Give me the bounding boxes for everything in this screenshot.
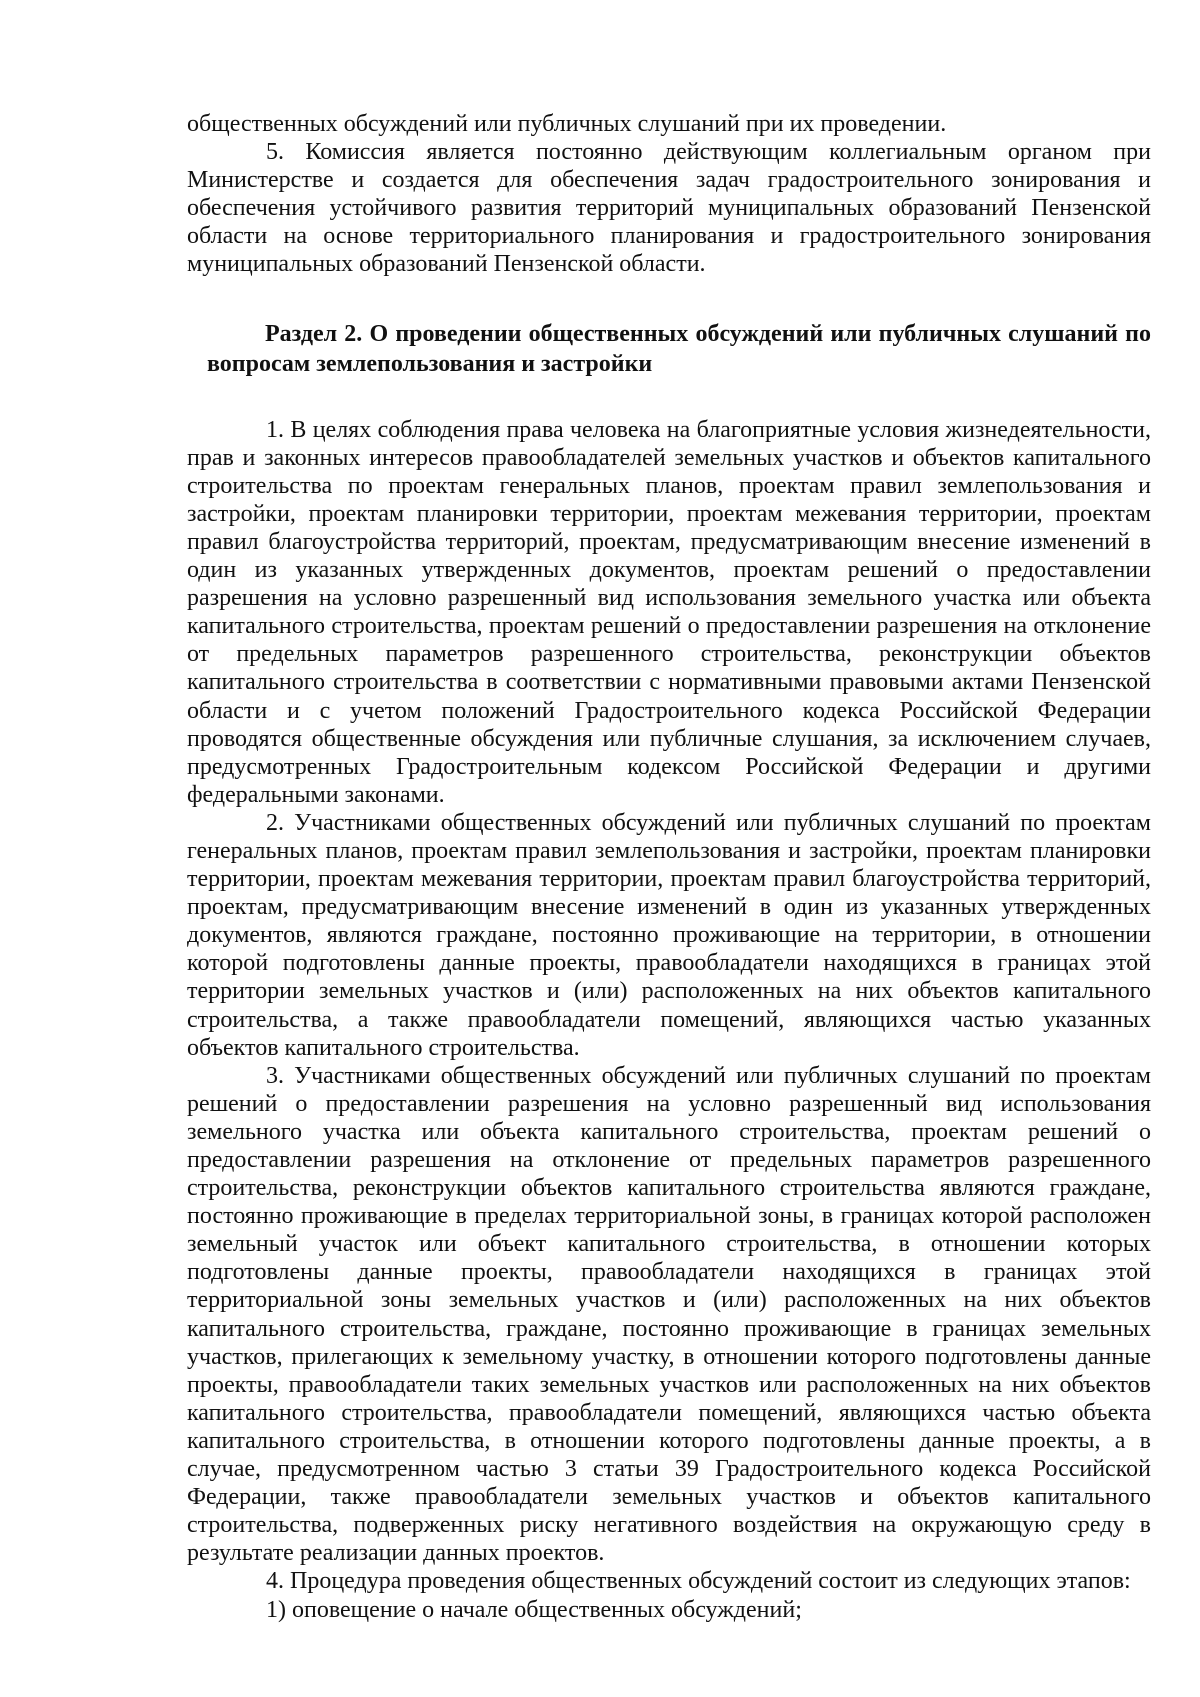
- clause-2-paragraph: 2. Участниками общественных обсуждений или публичных слушаний по проектам генеральных планов, проектам правил землепользования и застройки, проектам планировки территории, проектам межевания территории, проектам правил благоустройства территорий, проектам, предусматривающим внесение изменений в один из указанных утвержденных документов, являются граждане, постоянно проживающие на территории, в отношении которой подготовлены данные проекты, правообладатели находящихся в границах этой территории земельных участков и (или) расположенных на них объектов капитального строительства, а также правообладатели помещений, являющихся частью указанных объектов капитального строительства.: [187, 809, 1151, 1061]
- document-content: [187, 110, 1151, 1624]
- clause-3-paragraph: 3. Участниками общественных обсуждений или публичных слушаний по проектам решений о предоставлении разрешения на условно разрешенный вид использования земельного участка или объекта капитального строительства, проектам решений о предоставлении разрешения на отклонение от предельных параметров разрешенного строительства, реконструкции объектов капитального строительства являются граждане, постоянно проживающие в пределах территориальной зоны, в границах которой расположен земельный участок или объект капитального строительства, в отношении которых подготовлены данные проекты, правообладатели находящихся в границах этой территориальной зоны земельных участков и (или) расположенных на них объектов капитального строительства, граждане, постоянно проживающие в границах земельных участков, прилегающих к земельному участку, в отношении которого подготовлены данные проекты, правообладатели таких земельных участков или расположенных на них объектов капитального строительства, правообладатели помещений, являющихся частью объекта капитального строительства, в отношении которого подготовлены данные проекты, а в случае, предусмотренном частью 3 статьи 39 Градостроительного кодекса Российской Федерации, также правообладатели земельных участков и объектов капитального строительства, подверженных риску негативного воздействия на окружающую среду в результате реализации данных проектов.: [187, 1062, 1151, 1567]
- stage-1-paragraph: 1) оповещение о начале общественных обсуждений;: [266, 1596, 802, 1623]
- intro-continuation-paragraph: общественных обсуждений или публичных слушаний при их проведении.: [187, 111, 947, 137]
- section-2-heading: Раздел 2. О проведении общественных обсуждений или публичных слушаний по вопросам землепользования и застройки: [207, 320, 1151, 377]
- clause-4-paragraph: 4. Процедура проведения общественных обсуждений состоит из следующих этапов:: [266, 1568, 1131, 1595]
- clause-5-paragraph: 5. Комиссия является постоянно действующим коллегиальным органом при Министерстве и создается для обеспечения задач градостроительного зонирования и обеспечения устойчивого развития территорий муниципальных образований Пензенской области на основе территориального планирования и градостроительного зонирования муниципальных образований Пензенской области.: [187, 139, 1151, 278]
- clause-1-paragraph: 1. В целях соблюдения права человека на благоприятные условия жизнедеятельности, прав и законных интересов правообладателей земельных участков и объектов капитального строительства по проектам генеральных планов, проектам правил землепользования и застройки, проектам планировки территории, проектам межевания территории, проектам правил благоустройства территорий, проектам, предусматривающим внесение изменений в один из указанных утвержденных документов, проектам решений о предоставлении разрешения на условно разрешенный вид использования земельного участка или объекта капитального строительства, проектам решений о предоставлении разрешения на отклонение от предельных параметров разрешенного строительства, реконструкции объектов капитального строительства в соответствии с нормативными правовыми актами Пензенской области и с учетом положений Градостроительного кодекса Российской Федерации проводятся общественные обсуждения или публичные слушания, за исключением случаев, предусмотренных Градостроительным кодексом Российской Федерации и другими федеральными законами.: [187, 416, 1151, 808]
